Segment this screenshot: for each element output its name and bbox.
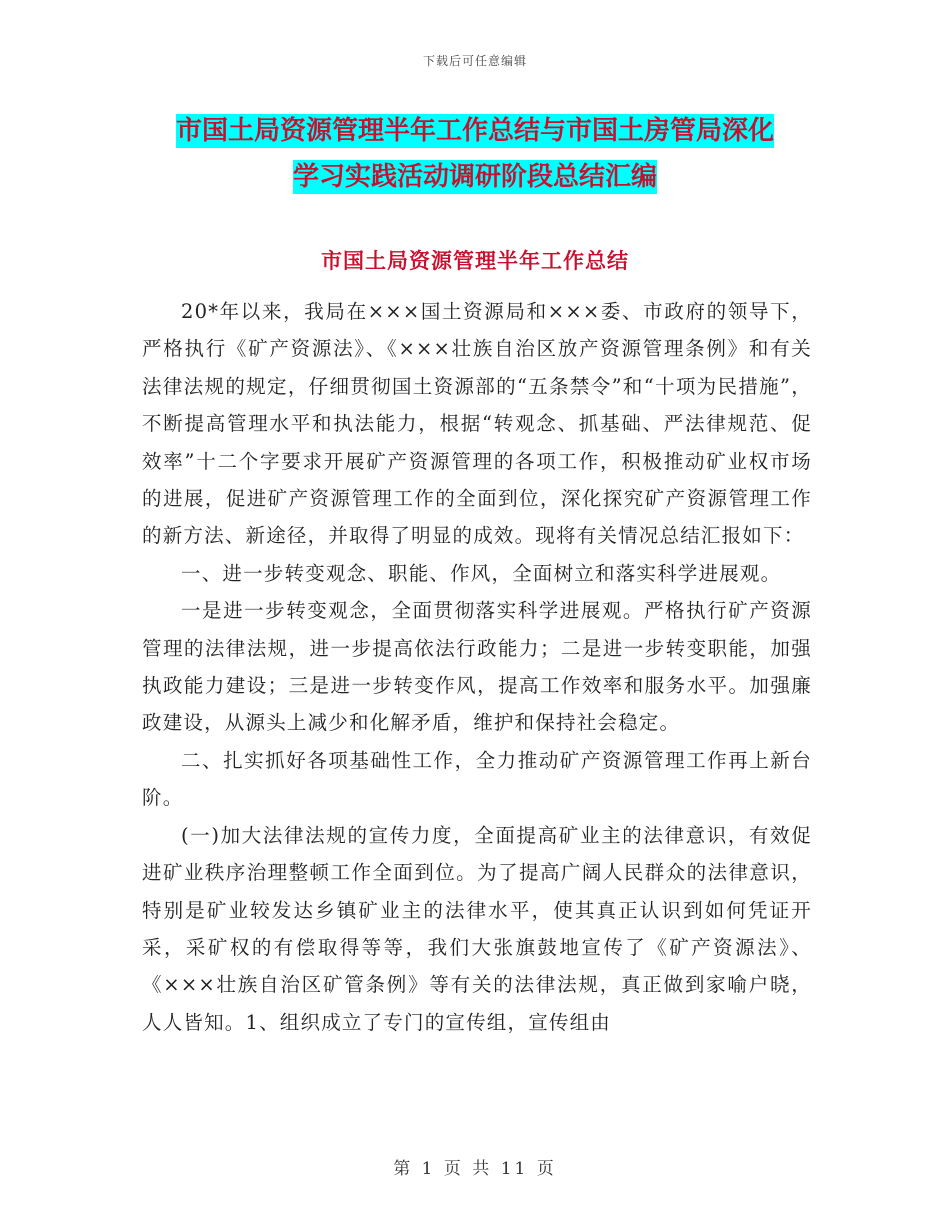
paragraph-heading-2: 二、扎实抓好各项基础性工作，全力推动矿产资源管理工作再上新台阶。 [142,748,812,810]
page-footer: 第 1 页 共 11 页 [393,1159,557,1179]
header-note: 下载后可任意编辑 [422,54,527,68]
paragraph-section-1: 一是进一步转变观念，全面贯彻落实科学进展观。严格执行矿产资源管理的法律法规，进一步提高依法行政能力；二是进一步转变职能，加强执政能力建设；三是进一步转变作风，提高工作效率和服务水平。加强廉政建设，从源头上减少和化解矛盾，维护和保持社会稳定。 [142,599,812,735]
paragraph-intro: 20*年以来，我局在×××国土资源局和×××委、市政府的领导下，严格执行《矿产资源法》、《×××壮族自治区放产资源管理条例》和有关法律法规的规定，仔细贯彻国土资源部的“五条禁令”和“十项为民措施”，不断提高管理水平和执法能力，根据“转观念、抓基础、严法律规范、促效率”十二个字要求开展矿产资源管理的各项工作，积极推动矿业权市场的进展，促进矿产资源管理工作的全面到位，深化探究矿产资源管理工作的新方法、新途径，并取得了明显的成效。现将有关情况总结汇报如下： [142,300,812,548]
paragraph-heading-1: 一、进一步转变观念、职能、作风，全面树立和落实科学进展观。 [181,561,782,585]
document-title-line-1: 市国土局资源管理半年工作总结与市国土房管局深化 [175,116,774,146]
body-text [142,293,812,1041]
document-title [140,108,810,200]
section-title: 市国土局资源管理半年工作总结 [321,249,629,273]
paragraph-subsection-1: (一)加大法律法规的宣传力度，全面提高矿业主的法律意识，有效促进矿业秩序治理整顿工作全面到位。为了提高广阔人民群众的法律意识，特别是矿业较发达乡镇矿业主的法律水平，使其真正认识到如何凭证开采，采矿权的有偿取得等等，我们大张旗鼓地宣传了《矿产资源法》、《×××壮族自治区矿管条例》等有关的法律法规，真正做到家喻户晓，人人皆知。1、组织成立了专门的宣传组，宣传组由 [142,823,812,1034]
document-title-line-2: 学习实践活动调研阶段总结汇编 [292,162,657,192]
